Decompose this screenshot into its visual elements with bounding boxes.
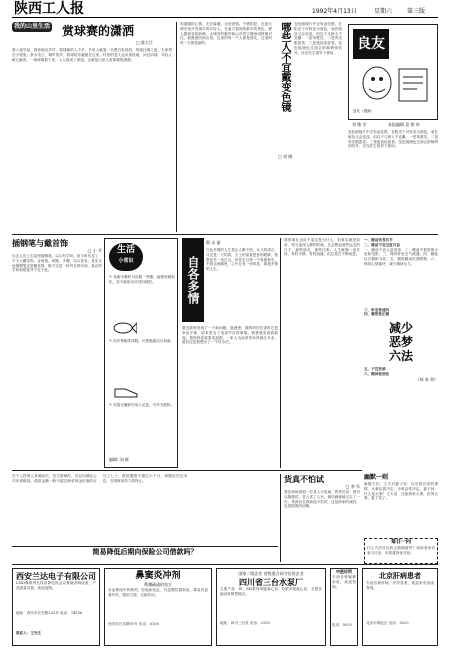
health-byline: （林 英 剑） [415,376,438,382]
poem-body: 白色多情的人生是让人醉个的，女儿的诺言，月光是一天的真，天上的星星是你的眼睛，我愿化作一朵白云，伴你走过每一个春夏秋冬。不管走到哪里，心中总有一份牵挂，那是多情的人生。 [206,248,278,272]
tip-item: ✎ 用牙膏刷洗球鞋，可使鞋面洁白如新。 [109,339,175,343]
story-bottom-mid-body: 我在商场看到一位老人买电扇，售货员说：您可以随便试。老人试了几台，最后满意地买走了一台。货真价实的商品不怕试，这是商家的诚信，也是顾客的信赖。 [284,490,360,509]
story-bottom-mid [284,474,360,562]
small-ad-body: 专治各种疑难杂症，欢迎咨询。 [332,575,356,589]
feature-body: 变色眼镜片中含有卤化银，在阳光下可转变为深色，而在暗处又会变浅，但以下几种人不宜戴：一是驾驶员，二是青光眼患者，三是夜盲症患者。变色镜颜色过深会影响辨别信号，应在医生指导下使用。 [294,22,342,55]
ad-hepatitis [362,568,438,646]
life-logo [109,243,143,271]
ad-title: 北京肝病患者 [379,571,421,580]
ad-contact: 西安市长乐路81号 电话：6158 [108,622,159,626]
column-title: 插钢笔与戴首饰 [12,238,68,248]
poem-title: 自各多情 [182,238,204,322]
cartoon-editor: 本报编辑 意 徐 审 [388,122,420,127]
daily-question-body: 什么方法可以防止眼睛疲劳？请读者来信参与讨论，本报将择优刊登。 [367,546,435,555]
story-top-left [12,22,172,232]
feature-body-cont: 变色眼镜片中含有卤化银，在阳光下可转变为深色，而在暗处又会变浅，但以下几种人不宜戴：一是驾驶员，二是青光眼患者，三是夜盲症患者。变色镜颜色过深会影响辨别信号，应在医生指导下使用。 [348,130,438,149]
story-bottom-left-body: 在个人投保人身保险后，发生困难时，可以向保险公司申请借款。借款金额一般不超过保单现金价值的百分之七十，借款期限不超过六个月，到期应归还本息，否则保单效力将终止。 [12,474,188,483]
health-body: 一、睡前不宜大量进食；二、睡前不看恐怖小说和电影；三、保持卧室空气流通；四、睡姿以右侧卧为佳；五、避免睡前饮酒吸烟；六、保持心情愉快，减少精神压力。 [364,247,438,266]
short-body: 新婚夫妇，丈夫对妻子说：以后我们家的事情，大事由我决定，小事由你决定。妻子问：什么是大事？丈夫说：比如国家大事，世界大事。妻子笑了。 [364,482,438,501]
feature-top-right [276,22,438,232]
health-title-line: 恶梦 [388,335,413,350]
tip-item: ✎ 鱼刺卡喉时可吞服一些醋，能使鱼刺软化，若不能取出应及时就医。 [109,275,175,284]
story-mid-center: 最近我家发现了一个新问题，我爸爸，我妈妈在吃饭时总是争论不休，原来是为了电视节目的事情。我爸爸喜欢看新闻，我妈妈喜欢看电视剧，一家人为此常常争得面红耳赤，最后还是我想出了一个好办法。 [182,326,278,345]
cartoon-title: 良友 [353,29,389,59]
ad-body: 主要产品：IS、SH系列单级离心泵，D型多级离心泵，全国各地设有销售网点。 [220,587,322,596]
story-bottom-left-title: 简易降低后期向保险公司借款吗？ [12,546,278,557]
feature-vertical-title: 哪些人不宜戴变色镜 [279,22,290,112]
feature-byline: □ 刘 晓 [278,154,293,159]
health-item: 四、睡姿要正确 [364,312,390,317]
ad-footer: 联系人：王先生 [16,631,42,635]
issue-date: 1992年4月13日 [312,8,357,15]
health-title [364,321,438,363]
column-body: 过去人们上衣袋里插钢笔，以示有学问。如今时代变了，不少人戴首饰，金戒指，项链，手镯，以示富有。其实无论插钢笔还是戴首饰，都不过是一种外在的东西，真正的学问和财富并不在于此。 [12,254,102,273]
poem-byline: 殷 永 丽 [206,240,221,245]
ad-title: 鼻窦炎冲剂 [135,571,181,581]
masthead [12,0,438,18]
daily-question-title: 每日一问 [390,539,411,545]
shoe-icon [113,385,139,399]
ad-sinus [104,568,212,646]
column-byline: □ 小 平 [87,248,102,253]
ad-subtitle: 鼻渊疏通的良方 [144,582,172,587]
story-top-mid: 和谐婚的心情，无法躲避，无论爱情。不错的是，也是大城市里开发城市的年轻人，在南方看到的都市的景色，使人感到非常新鲜。大城市的繁华和山乡的宁静形成鲜明对比，我愿意回到山里。这里的每一个人都是朋友，这里的每一天都是新的。 [180,22,272,46]
health-item: 六、精神要放松 [364,371,390,376]
health-item: 二、睡前不宜过度兴奋 [364,242,400,247]
health-item: 五、不宜饮酒 [364,367,386,372]
newspaper-name: 陕西工人报 [14,1,84,17]
story-kicker-logo [12,22,56,44]
ad-clinic-small [330,568,358,646]
ad-contact: 地址：四川三台县 电话：2255 [220,621,270,625]
ad-subtitle: 国家二级企业 省级重合同守信用企业 [238,571,304,576]
tip-item: ✎ 鸡蛋壳碾碎后放入花盆，可作为肥料。 [109,403,175,407]
ad-body: 本品系纯中药制剂，经临床验证，对急慢性鼻窦炎、鼻炎有显著疗效，服用方便，无副作用。 [108,588,208,597]
cartoon-caption: 良友（漫画） [353,109,374,113]
short-title: 幽默一则 [364,474,389,481]
health-title-line: 六法 [388,349,413,364]
ad-title: 西安兰达电子有限公司 [16,571,96,581]
issue-weekday: 星期六 [374,8,393,15]
story-byline: □ 陈大江 [136,40,154,45]
story-bottom-left [12,474,278,562]
ad-body: 专治各种肝病，疗效显著，欢迎来电来函咨询。 [366,581,434,590]
fish-icon [113,321,137,335]
ad-pump [216,568,326,646]
health-item: 三、卧室要通风 [364,307,390,312]
short-right-bottom [364,474,438,536]
story-bottom-mid-byline: □ 李 军 [345,484,360,489]
tips-editor: 编辑: 刘 辉 [109,457,129,462]
ad-contact: 北京市海淀区 电话：8325 [366,621,409,625]
story-title: 赏球赛的潇洒 [62,24,135,38]
life-tips-box [104,238,178,468]
health-item: 一、睡前饮食有节 [364,238,393,242]
story-body: 我入夜早起，我家地处乡村，看球赛的人不多，乡里人就靠一台黑白电视机。每逢比赛之夜，大家挤在小屋里，茶水瓜子，喊声笑声，看球的乐趣就在这里。村里的老人也来凑热闹，问这问那，年轻人耐心解说，一场球赛看下来，人人都成了球迷。这就是山里人赏球赛的潇洒。 [12,48,172,62]
page-number: 第三版 [407,8,426,15]
daily-question [364,538,438,564]
life-logo-line2: 小常识 [118,258,134,264]
small-ad-title: 中医诊所 [336,569,352,574]
ad-contact: 地址：西安市长安路233号 电话：74556 [16,611,83,615]
column-left-mid [12,238,102,356]
cartoon-drawing [355,61,433,107]
kicker-text: 我的山里生活 [13,23,50,30]
cartoon-author: 刘 唯 学 [352,122,367,127]
ad-body: LMD牌系列无线话筒电视会议系统音响设备，产品质量可靠，欢迎选购。 [16,581,96,590]
small-ad-contact: 电话：5053 [332,623,352,627]
poem [182,238,278,468]
ad-lanta [12,568,100,646]
story-mid-right: 我的朋友也说不清这是为什么，但事实就是如此，每当夜深人静的时候，总会想起那些远去的日子，那些朋友，那些往事。人生就像一条长河，有时平静，有时汹涌，但总是在不断前进。 [284,238,360,257]
cartoon-box [348,24,438,120]
story-bottom-mid-title: 货真不怕试 [284,474,324,484]
ad-title: 四川省三台水泵厂 [239,577,303,587]
health-title-line: 减少 [388,321,413,336]
life-logo-line1: 生活 [116,245,135,255]
